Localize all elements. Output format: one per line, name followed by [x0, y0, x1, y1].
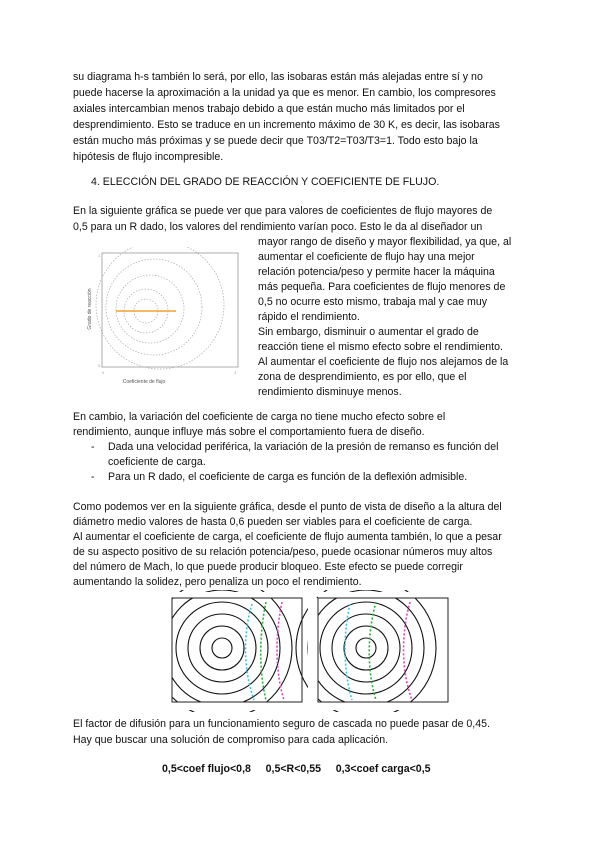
text-line: rápido el rendimiento. — [258, 311, 360, 323]
list-item: Dada una velocidad periférica, la variación de la presión de remanso es función del — [108, 441, 499, 453]
contour-plot-right — [296, 590, 458, 712]
svg-text:1: 1 — [234, 370, 237, 375]
text-line: En la siguiente gráfica se puede ver que para valores de coeficientes de flujo mayores de — [73, 205, 493, 217]
bullet-dash: - — [91, 441, 95, 453]
design-ranges-summary: 0,5<coef flujo<0,8 0,5<R<0,55 0,3<coef carga<0,5 — [162, 763, 431, 775]
text-line: reacción tiene el mismo efecto sobre el rendimiento. — [258, 341, 503, 353]
text-line: hipótesis de flujo incompresible. — [73, 151, 224, 163]
text-line: están mucho más próximas y se puede decir que T03/T2=T03/T3=1. Todo esto bajo la — [73, 135, 478, 147]
text-line: En cambio, la variación del coeficiente de carga no tiene mucho efecto sobre el — [73, 411, 446, 423]
bullet-dash: - — [91, 471, 95, 483]
svg-text:1: 1 — [98, 253, 101, 258]
text-line: desprendimiento. Esto se traduce en un incremento máximo de 30 K, es decir, las isobaras — [73, 119, 500, 131]
list-item: Para un R dado, el coeficiente de carga es función de la deflexión admisible. — [108, 471, 468, 483]
text-line: Sin embargo, disminuir o aumentar el grado de — [258, 326, 479, 338]
text-line: 0,5 no ocurre esto mismo, trabaja mal y cae muy — [258, 296, 488, 308]
text-line: 0,5 para un R dado, los valores del rendimiento varían poco. Esto le da al diseñador un — [73, 221, 483, 233]
text-line: Al aumentar el coeficiente de carga, el coeficiente de flujo aumenta también, lo que a pesar — [73, 531, 502, 543]
text-line: rendimiento, aunque influye más sobre el comportamiento fuera de diseño. — [73, 426, 425, 438]
fig1-xlabel: Coeficiente de flujo — [122, 379, 166, 385]
text-line: más pequeña. Para coeficientes de flujo menores de — [258, 281, 506, 293]
figure-loading-coefficient-maps — [162, 590, 458, 712]
fig1-ylabel: Grado de reacción — [87, 288, 93, 330]
text-line: Hay que buscar una solución de compromiso para cada aplicación. — [73, 734, 389, 746]
text-line: mayor rango de diseño y mayor flexibilidad, ya que, al — [258, 236, 512, 248]
text-line: rendimiento disminuye menos. — [258, 386, 402, 398]
text-line: axiales intercambian menos trabajo debido a que están mucho más limitados por el — [73, 103, 465, 115]
text-line: Al aumentar el coeficiente de flujo nos alejamos de la — [258, 356, 509, 368]
list-item: coeficiente de carga. — [108, 456, 206, 468]
figure-efficiency-map-1 — [84, 247, 244, 395]
text-line: aumentar el coeficiente de flujo hay una mejor — [258, 251, 475, 263]
text-line: relación potencia/peso y permite hacer la máquina — [258, 266, 495, 278]
text-line: El factor de difusión para un funcionamiento seguro de cascada no puede pasar de 0,45. — [73, 718, 490, 730]
section-heading: 4. ELECCIÓN DEL GRADO DE REACCIÓN Y COEFICIENTE DE FLUJO. — [91, 176, 440, 188]
text-line: del número de Mach, lo que puede producir bloqueo. Este efecto se puede corregir — [73, 561, 463, 573]
svg-text:0: 0 — [98, 363, 101, 368]
svg-text:0: 0 — [102, 370, 105, 375]
text-line: de su aspecto positivo de su relación potencia/peso, puede ocasionar números muy altos — [73, 546, 493, 558]
text-line: aumentando la solidez, pero penaliza un poco el rendimiento. — [73, 576, 362, 588]
contour-plot-left — [162, 590, 308, 712]
text-line: puede hacerse la aproximación a la unidad ya que es menor. En cambio, los compresores — [73, 87, 496, 99]
text-line: Como podemos ver en la siguiente gráfica, desde el punto de vista de diseño a la altura del — [73, 501, 502, 513]
text-line: diámetro medio valores de hasta 0,6 pueden ser viables para el coeficiente de carga. — [73, 516, 473, 528]
text-line: zona de desprendimiento, es por ello, que el — [258, 371, 467, 383]
text-line: su diagrama h-s también lo será, por ello, las isobaras están más alejadas entre sí y no — [73, 71, 483, 83]
